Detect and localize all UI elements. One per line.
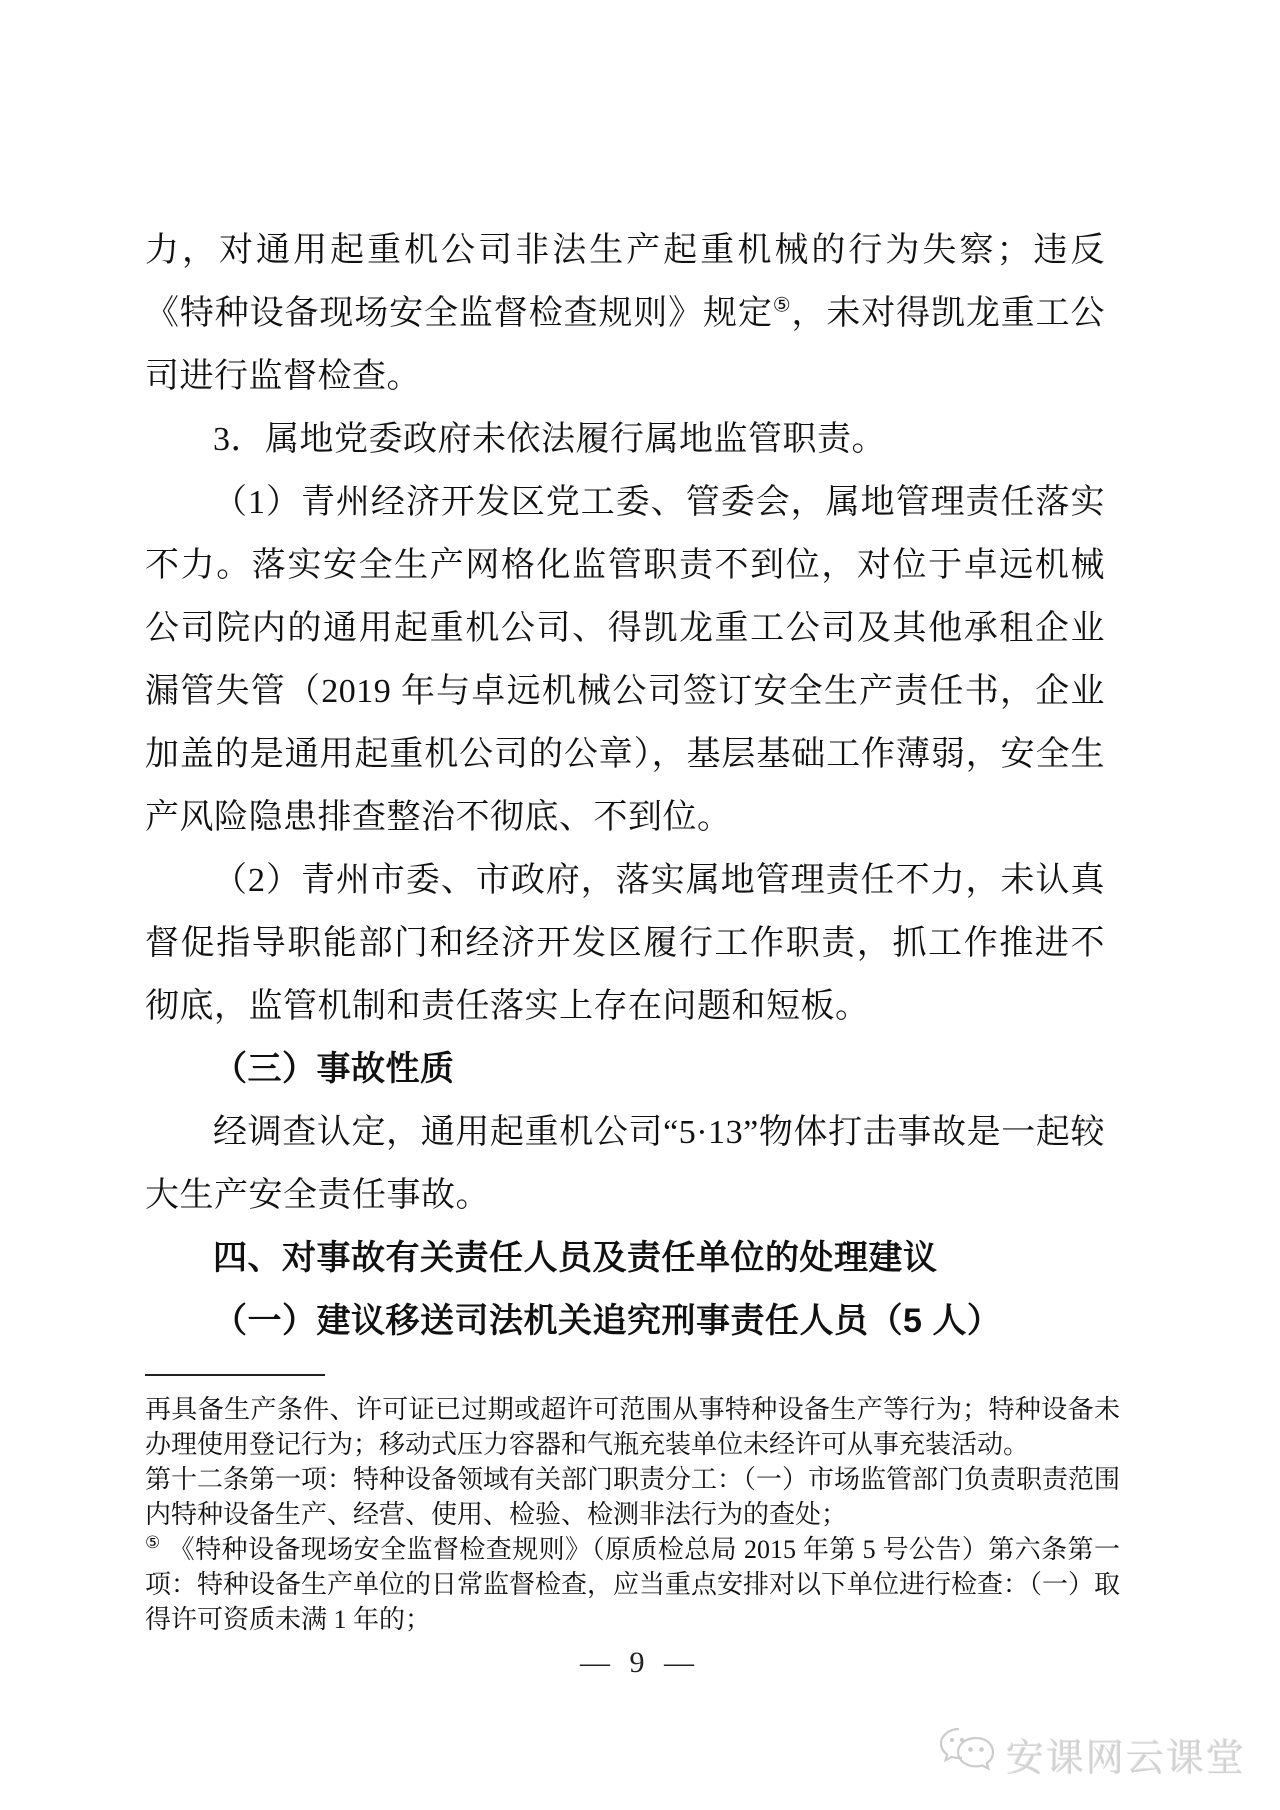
watermark [932,1724,1246,1785]
heading-sub1-criminal-referral: （一）建议移送司法机关追究刑事责任人员（5 人） [213,1302,1002,1340]
wechat-logo-icon [932,1724,998,1785]
watermark-text: 安课网云课堂 [1005,1738,1246,1780]
page-number: — 9 — [580,1646,700,1679]
footnote-continuation-a: 再具备生产条件、许可证已过期或超许可范围从事特种设备生产等行为；特种设备未办理使用登记行为；移动式压力容器和气瓶充装单位未经许可从事充装活动。 [145,1395,1120,1459]
paragraph-text: 力，对通用起重机公司非法生产起重机械的行为失察；违反《特种设备现场安全监督检查规则》规定 [145,232,1105,332]
footnote-continuation-b: 第十二条第一项：特种设备领域有关部门职责分工：（一）市场监管部门负责职责范围内特种设备生产、经营、使用、检验、检测非法行为的查处； [145,1465,1121,1529]
footnote-5 [145,1532,1120,1637]
paragraph-accident-determination: 经调查认定，通用起重机公司“5·13”物体打击事故是一起较大生产安全责任事故。 [145,1114,1105,1214]
footnote-5-text: 《特种设备现场安全监督检查规则》（原质检总局 2015 年第 5 号公告）第六条第一项：特种设备生产单位的日常监督检查，应当重点安排对以下单位进行检查：（一）取得许可资质未满 1 年的； [145,1535,1121,1634]
footnote-separator [145,1374,325,1376]
paragraph-supervision-failure [145,219,1105,408]
heading-accident-nature: （三）事故性质 [213,1050,455,1088]
paragraph-item3-territorial-duty: 3．属地党委政府未依法履行属地监管职责。 [213,421,886,458]
footnote-ref-5: ⑤ [772,294,792,317]
paragraph-sub2-city-government: （2）青州市委、市政府，落实属地管理责任不力，未认真督促指导职能部门和经济开发区履行工作职责，抓工作推进不彻底，监管机制和责任落实上存在问题和短板。 [145,862,1105,1025]
footnotes-section [145,1374,1120,1637]
paragraph-sub1-development-zone: （1）青州经济开发区党工委、管委会，属地管理责任落实不力。落实安全生产网格化监管职责不到位，对位于卓远机械公司院内的通用起重机公司、得凯龙重工公司及其他承租企业漏管失管（2019 年与卓远机械公司签订安全生产责任书，企业加盖的是通用起重机公司的公章），基层基础工作薄弱，安全生产风险隐患排查整治不彻底、不到位。 [145,484,1105,836]
document-body [145,219,1105,1353]
footnote-5-marker: ⑤ [145,1533,161,1553]
paragraph-text: ，未对得凯龙重工公司进行监督检查。 [145,295,1106,395]
heading-part4-handling-suggestions: 四、对事故有关责任人员及责任单位的处理建议 [213,1239,938,1277]
